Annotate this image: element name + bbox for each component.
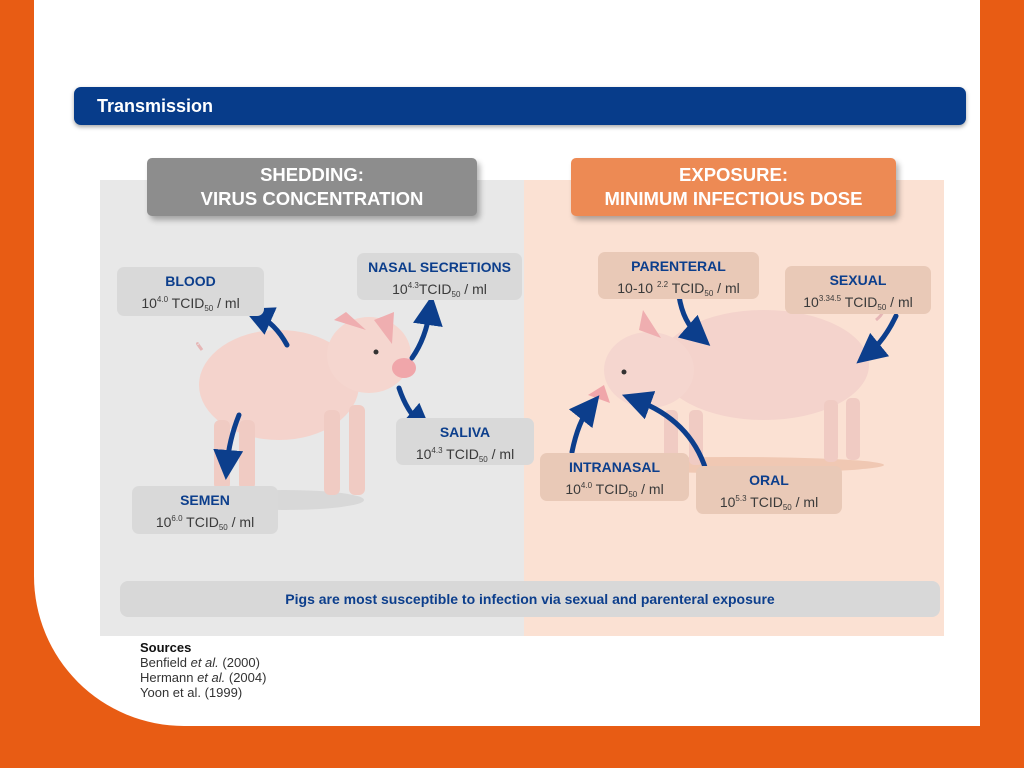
shedding-heading: [147, 158, 477, 216]
nasal-arrow: [412, 310, 430, 358]
shedding-heading-line2: VIRUS CONCENTRATION: [200, 188, 424, 209]
nasal-secretions-value: $10^{4.3}TCID_{50}$ / ml: [392, 281, 487, 299]
semen-name: SEMEN: [180, 492, 230, 508]
intranasal-arrow: [572, 407, 590, 452]
shedding-heading-line1: SHEDDING:: [260, 164, 364, 185]
saliva-name: SALIVA: [439, 424, 491, 440]
oral-name: ORAL: [749, 472, 789, 488]
blood-label: [117, 267, 264, 316]
semen-label: [132, 486, 278, 534]
exposure-heading: [571, 158, 896, 216]
exposure-heading-line1: EXPOSURE:: [679, 164, 788, 185]
oral-value: $10^{5.3}$ $TCID_{50}$ / ml: [719, 494, 819, 512]
saliva-label: [396, 418, 534, 465]
sexual-value: $10^{3.34.5}$ $TCID_{50}$ / ml: [803, 294, 913, 312]
exposure-heading-line2: MINIMUM INFECTIOUS DOSE: [604, 188, 863, 209]
slide: [34, 0, 980, 726]
blood-value: $10^{4.0}$ $TCID_{50}$ / ml: [141, 295, 240, 313]
sexual-label: [785, 266, 931, 314]
sources: [140, 640, 266, 700]
nasal-secretions-name: NASAL SECRETIONS: [368, 259, 511, 275]
parenteral-value: 10-10 $^{2.2}$ $TCID_{50}$ / ml: [617, 280, 740, 298]
intranasal-value: $10^{4.0}$ $TCID_{50}$ / ml: [565, 481, 664, 499]
parenteral-name: PARENTERAL: [631, 258, 726, 274]
source-item: Hermann et al. (2004): [140, 670, 267, 685]
page-title: Transmission: [97, 96, 214, 116]
intranasal-label: [540, 453, 689, 501]
source-item: Benfield et al. (2000): [140, 655, 260, 670]
blood-name: BLOOD: [165, 273, 216, 289]
semen-value: $10^{6.0}$ $TCID_{50}$ / ml: [155, 514, 255, 532]
conclusion-banner: Pigs are most susceptible to infection via sexual and parenteral exposure: [120, 581, 940, 617]
sexual-arrow: [868, 316, 896, 354]
sources-title: Sources: [140, 640, 192, 655]
oral-label: [696, 466, 842, 514]
parenteral-label: [598, 252, 759, 299]
source-item: Yoon et al. (1999): [140, 685, 243, 700]
nasal-secretions-label: [357, 253, 522, 300]
intranasal-name: INTRANASAL: [569, 459, 660, 475]
pig-illustrations: [34, 0, 980, 726]
right-pig-image: [584, 306, 884, 473]
sexual-name: SEXUAL: [829, 272, 887, 288]
saliva-value: $10^{4.3}$ $TCID_{50}$ / ml: [415, 446, 515, 464]
left-pig-image: [198, 312, 417, 510]
